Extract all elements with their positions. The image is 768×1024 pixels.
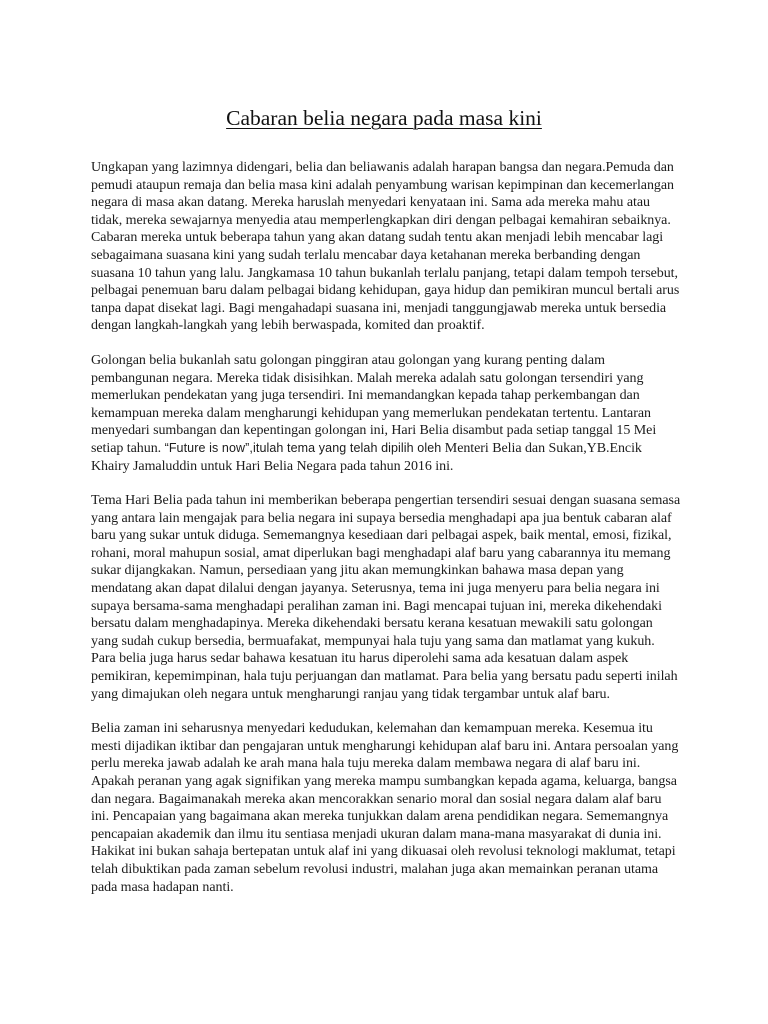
paragraph-line: Cabaran mereka untuk beberapa tahun yang akan datang sudah tentu akan menjadi lebih mencabar lagi [91,230,664,246]
paragraph-line: tanpa dapat disekat lagi. Bagi mengahadapi suasana ini, menjadi tanggungjawab mereka untuk bersedia [91,300,667,316]
paragraph-line: pada masa hadapan nanti. [91,879,234,895]
paragraph-4 [91,720,691,896]
paragraph-line: pembangunan negara. Mereka tidak disisihkan. Malah mereka adalah satu golongan tersendiri yang [91,370,644,386]
paragraph-line: pemikiran, kepemimpinan, hala tuju perjuangan dan matlamat. Para belia yang bersatu padu seperti inilah [91,669,678,685]
paragraph-line: sukar dijangkakan. Namun, persediaan yang jitu akan memungkinkan bahawa masa depan yang [91,563,624,579]
mixed-font-line [91,440,691,458]
paragraph-line: pemudi ataupun remaja dan belia masa kini adalah penyambung warisan kepimpinan dan kecemerlangan [91,177,674,193]
paragraph-2 [91,352,691,475]
paragraph-line: Ungkapan yang lazimnya didengari, belia dan beliawanis adalah harapan bangsa dan negara.Pemuda dan [91,160,674,175]
quote-text-run: “Future is now”,itulah tema yang telah dipilih oleh [164,440,442,455]
document-body [91,159,691,913]
paragraph-line: mendatang akan dapat dilalui dengan jayanya. Seterusnya, tema ini juga menyeru para belia negara ini [91,581,660,597]
paragraph-line: yang sudah cukup bersedia, bermuafakat, mempunyai hala tuju yang sama dan matlamat yang kukuh. [91,633,655,649]
paragraph-line: ini. Pencapaian yang bagaimana akan mereka tunjukkan dalam arena pendidikan negara. Sememangnya [91,809,669,825]
paragraph-line: supaya bersama-sama menghadapi peralihan zaman ini. Bagi mencapai tujuan ini, mereka dikehendaki [91,598,662,614]
paragraph-3 [91,492,691,703]
paragraph-line: pelbagai penemuan baru dalam pelbagai bidang kehidupan, gaya hidup dan pemikiran muncul bertali arus [91,283,680,299]
paragraph-1 [91,159,691,335]
paragraph-line: tidak, mereka sewajarnya menyedia atau memperlengkapkan diri dengan pelbagai kemahiran sebaiknya. [91,212,671,228]
paragraph-line: memerlukan pendekatan yang juga tersendiri. Ini memandangkan kepada tahap perkembangan dan [91,388,640,404]
paragraph-line: Hakikat ini bukan sahaja bertepatan untuk alaf ini yang dikuasai oleh revolusi teknologi maklumat, tetapi [91,844,676,860]
paragraph-line: Khairy Jamaluddin untuk Hari Belia Negara pada tahun 2016 ini. [91,458,454,474]
paragraph-line: yang dimajukan oleh negara untuk mengharungi ranjau yang tidak tergambar untuk alaf baru. [91,686,610,702]
paragraph-line: kemampuan mereka dalam mengharungi kehidupan yang memerlukan pendekatan tertentu. Lantaran [91,405,651,421]
paragraph-line: baru yang sukar untuk diduga. Sememangnya kesediaan dari pelbagai aspek, baik mental, emosi, fizikal, [91,528,672,544]
paragraph-line: Golongan belia bukanlah satu golongan pinggiran atau golongan yang kurang penting dalam [91,352,605,368]
text-run: Menteri Belia dan Sukan,YB.Encik [441,440,642,456]
paragraph-line: menyedari sumbangan dan kepentingan golongan ini, Hari Belia disambut pada setiap tanggal 15 Mei [91,423,657,439]
paragraph-line: Belia zaman ini seharusnya menyedari kedudukan, kelemahan dan kemampuan mereka. Kesemua itu [91,721,653,737]
paragraph-line: pencapaian akademik dan ilmu itu sentiasa menjadi ukuran dalam mana-mana masyarakat di dunia ini. [91,826,662,842]
paragraph-line: Apakah peranan yang agak signifikan yang mereka mampu sumbangkan kepada agama, keluarga, bangsa [91,774,677,789]
paragraph-line: sebagaimana suasana kini yang sudah terlalu mencabar daya ketahanan mereka berbanding dengan [91,247,641,263]
document-title: Cabaran belia negara pada masa kini [226,106,542,130]
paragraph-line: dengan langkah-langkah yang lebih berwaspada, komited dan proaktif. [91,318,485,334]
paragraph-line: negara di masa akan datang. Mereka haruslah menyedari kenyataan ini. Sama ada mereka mahu atau [91,195,650,211]
paragraph-line: rohani, moral mahupun sosial, amat diperlukan bagi menghadapi alaf baru yang cabarannya itu memang [91,545,671,561]
paragraph-line: Para belia juga harus sedar bahawa kesatuan itu harus diperolehi sama ada kesatuan dalam aspek [91,651,629,667]
paragraph-line: dan negara. Bagaimanakah mereka akan mencorakkan senario moral dan sosial negara dalam alaf baru [91,791,662,807]
paragraph-line: bersatu dalam menghadapinya. Mereka dikehendaki bersatu kerana kesatuan mewakili satu golongan [91,616,653,632]
paragraph-line: telah dibuktikan pada zaman sebelum revolusi industri, malahan juga akan memainkan peranan utama [91,861,659,877]
paragraph-line: yang antara lain mengajak para belia negara ini supaya bersedia menghadapi apa jua bentuk cabaran alaf [91,510,672,526]
paragraph-line: Tema Hari Belia pada tahun ini memberikan beberapa pengertian tersendiri sesuai dengan suasana semasa [91,493,681,509]
paragraph-line: perlu mereka jawab adalah ke arah mana hala tuju mereka dalam membawa negara di alaf baru ini. [91,756,641,772]
paragraph-line: suasana 10 tahun yang lalu. Jangkamasa 10 tahun bukanlah terlalu panjang, tetapi dalam tempoh tersebut, [91,265,678,281]
text-run: setiap tahun. [91,440,165,456]
paragraph-line: mesti dijadikan iktibar dan pengajaran untuk mengharungi kehidupan alaf baru ini. Antara persoalan yang [91,738,679,754]
